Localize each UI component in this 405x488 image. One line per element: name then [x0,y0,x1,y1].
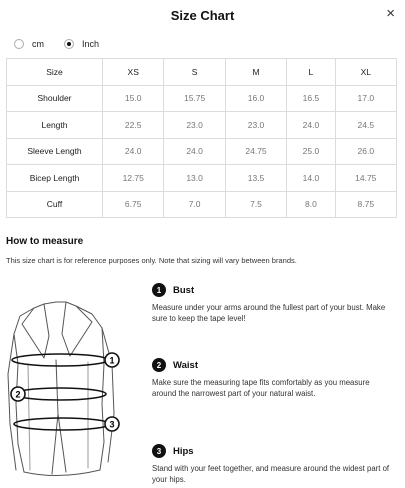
table-cell: 6.75 [103,191,164,218]
measurement-bust [152,283,392,324]
table-cell: 8.75 [335,191,396,218]
table-cell: 24.0 [164,138,225,165]
row-label: Cuff [7,191,103,218]
table-cell: 16.5 [287,85,335,112]
svg-text:1: 1 [109,355,115,366]
row-label: Bicep Length [7,165,103,192]
dialog-title: Size Chart [170,8,235,23]
table-cell: 13.5 [225,165,286,192]
bust-tape-line [12,354,108,366]
table-header-row [7,59,397,86]
reference-note: This size chart is for reference purposes only. Note that sizing will vary between brands. [6,256,297,265]
column-header: S [164,59,225,86]
table-cell: 17.0 [335,85,396,112]
table-row [7,85,397,112]
measurement-title: Bust [173,284,195,296]
waist-tape-line [14,388,106,400]
column-header: Size [7,59,103,86]
close-icon[interactable]: × [386,5,395,22]
unit-option-cm[interactable] [14,39,44,49]
table-cell: 25.0 [287,138,335,165]
table-cell: 22.5 [103,112,164,139]
table-row [7,138,397,165]
svg-text:2: 2 [15,389,21,400]
measurement-waist [152,358,392,399]
table-row [7,112,397,139]
column-header: XS [103,59,164,86]
table-cell: 15.0 [103,85,164,112]
table-cell: 24.5 [335,112,396,139]
row-label: Sleeve Length [7,138,103,165]
table-cell: 23.0 [164,112,225,139]
table-cell: 8.0 [287,191,335,218]
table-cell: 15.75 [164,85,225,112]
svg-text:3: 3 [109,419,115,430]
measurement-description: Stand with your feet together, and measure around the widest part of your hips. [152,464,390,484]
column-header: L [287,59,335,86]
hips-tape-line [14,418,110,430]
column-header: XL [335,59,396,86]
step-badge: 2 [152,358,166,372]
row-label: Shoulder [7,85,103,112]
step-badge: 1 [152,283,166,297]
column-header: M [225,59,286,86]
how-to-measure-heading: How to measure [6,236,84,247]
measurement-title: Waist [173,359,198,371]
table-row [7,165,397,192]
table-cell: 24.0 [103,138,164,165]
unit-selector [14,37,119,51]
table-cell: 24.0 [287,112,335,139]
table-cell: 24.75 [225,138,286,165]
marker-waist [11,387,25,401]
row-label: Length [7,112,103,139]
table-row [7,191,397,218]
dialog-header [0,0,405,34]
unit-option-inch[interactable] [64,39,99,49]
table-cell: 13.0 [164,165,225,192]
table-cell: 23.0 [225,112,286,139]
table-cell: 12.75 [103,165,164,192]
table-cell: 16.0 [225,85,286,112]
marker-hips [105,417,119,431]
unit-label-cm: cm [32,39,44,49]
table-cell: 14.0 [287,165,335,192]
marker-bust [105,353,119,367]
step-badge: 3 [152,444,166,458]
table-cell: 26.0 [335,138,396,165]
measurement-title: Hips [173,445,194,457]
jacket-illustration [4,294,132,484]
table-cell: 14.75 [335,165,396,192]
table-cell: 7.0 [164,191,225,218]
measurement-hips [152,444,392,485]
measurement-description: Make sure the measuring tape fits comfortably as you measure around the narrowest part of your natural waist. [152,378,370,398]
unit-label-inch: Inch [82,39,100,49]
measurement-description: Measure under your arms around the fullest part of your bust. Make sure to keep the tape level! [152,303,386,323]
size-table [6,58,397,218]
radio-cm[interactable] [14,39,24,49]
radio-inch[interactable] [64,39,74,49]
table-cell: 7.5 [225,191,286,218]
